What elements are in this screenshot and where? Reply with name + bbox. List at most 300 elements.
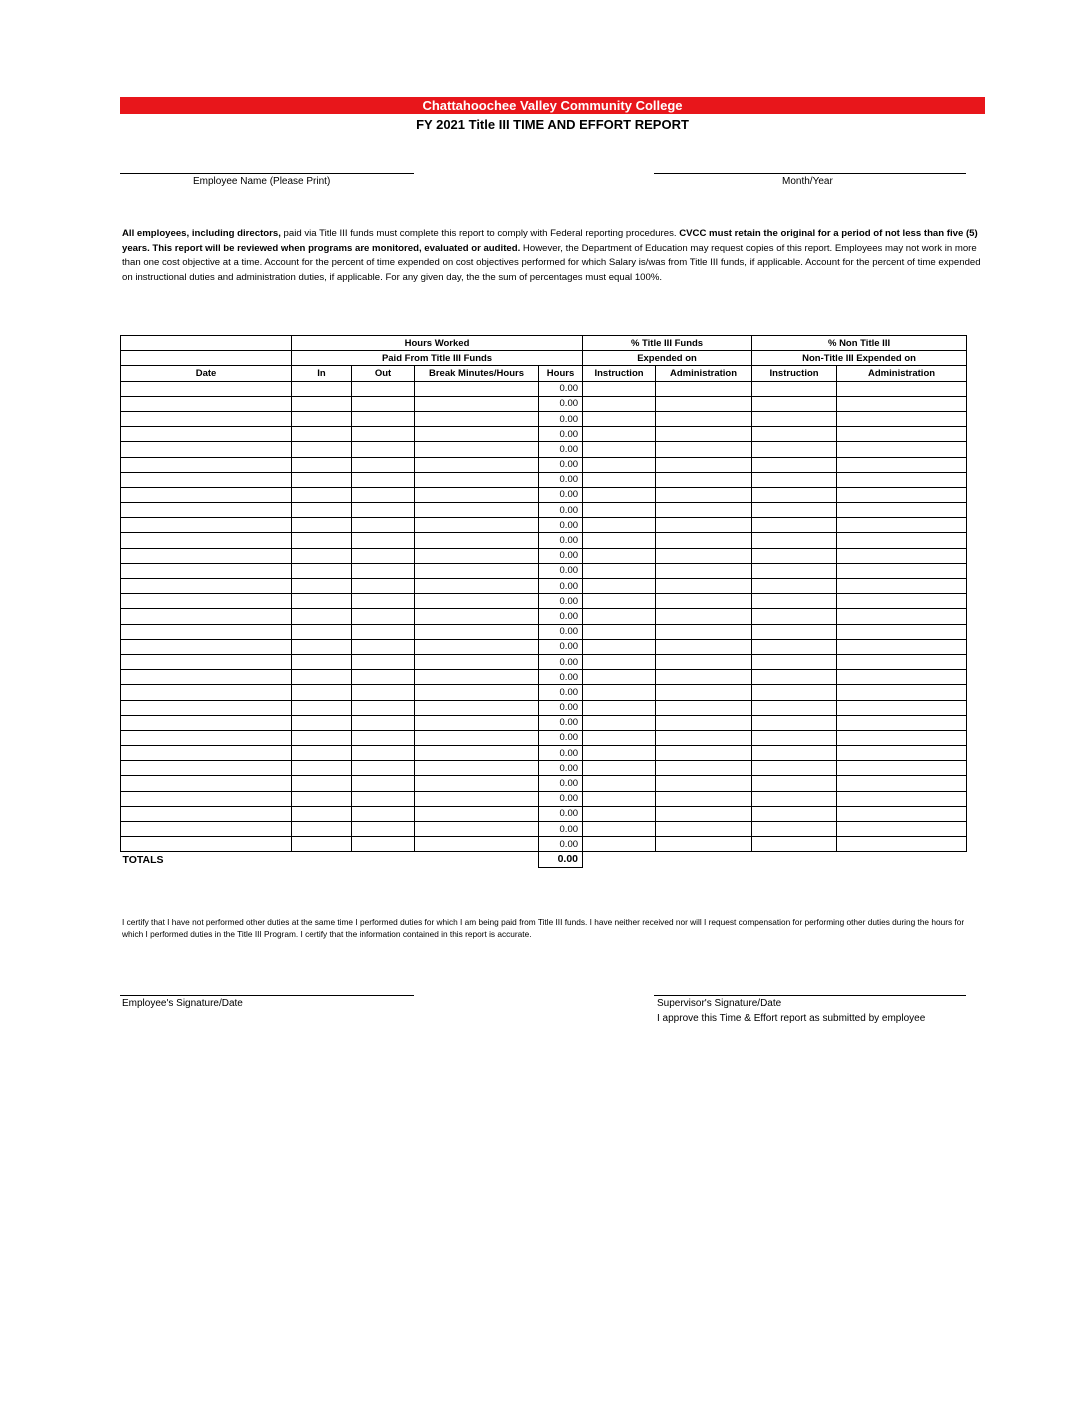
out-cell[interactable] bbox=[352, 639, 415, 654]
table-row bbox=[121, 624, 967, 639]
hours-cell: 0.00 bbox=[539, 579, 583, 594]
date-cell[interactable] bbox=[121, 715, 292, 730]
non-title3-instruction-cell[interactable] bbox=[752, 609, 837, 624]
non-title3-administration-cell[interactable] bbox=[837, 730, 967, 745]
date-cell[interactable] bbox=[121, 381, 292, 396]
column-header-break: Break Minutes/Hours bbox=[415, 366, 539, 381]
column-header-hours: Hours bbox=[539, 366, 583, 381]
instructions-paragraph bbox=[122, 227, 984, 285]
employee-name-field[interactable] bbox=[120, 173, 414, 174]
table-row bbox=[121, 791, 967, 806]
non-title3-instruction-cell[interactable] bbox=[752, 563, 837, 578]
hours-cell: 0.00 bbox=[539, 457, 583, 472]
title3-instruction-cell[interactable] bbox=[583, 487, 656, 502]
non-title3-administration-cell[interactable] bbox=[837, 563, 967, 578]
title3-instruction-cell[interactable] bbox=[583, 730, 656, 745]
hours-cell: 0.00 bbox=[539, 396, 583, 411]
out-cell[interactable] bbox=[352, 381, 415, 396]
non-title3-instruction-cell[interactable] bbox=[752, 685, 837, 700]
out-cell[interactable] bbox=[352, 594, 415, 609]
title3-administration-cell[interactable] bbox=[656, 639, 752, 654]
title3-administration-cell[interactable] bbox=[656, 730, 752, 745]
in-cell[interactable] bbox=[292, 730, 352, 745]
title3-instruction-cell[interactable] bbox=[583, 791, 656, 806]
in-cell[interactable] bbox=[292, 700, 352, 715]
title3-instruction-cell[interactable] bbox=[583, 548, 656, 563]
employee-signature-field[interactable] bbox=[120, 995, 414, 996]
in-cell[interactable] bbox=[292, 639, 352, 654]
title3-instruction-cell[interactable] bbox=[583, 594, 656, 609]
non-title3-administration-cell[interactable] bbox=[837, 411, 967, 426]
non-title3-administration-cell[interactable] bbox=[837, 487, 967, 502]
title3-administration-cell[interactable] bbox=[656, 791, 752, 806]
non-title3-instruction-cell[interactable] bbox=[752, 806, 837, 821]
out-cell[interactable] bbox=[352, 685, 415, 700]
date-cell[interactable] bbox=[121, 518, 292, 533]
pct-non-title3-header: % Non Title III bbox=[752, 336, 967, 351]
break-cell[interactable] bbox=[415, 806, 539, 821]
non-title3-instruction-cell[interactable] bbox=[752, 639, 837, 654]
title3-administration-cell[interactable] bbox=[656, 579, 752, 594]
date-cell[interactable] bbox=[121, 503, 292, 518]
date-cell[interactable] bbox=[121, 579, 292, 594]
hours-cell: 0.00 bbox=[539, 624, 583, 639]
title3-administration-cell[interactable] bbox=[656, 609, 752, 624]
break-cell[interactable] bbox=[415, 624, 539, 639]
expended-on-header: Expended on bbox=[583, 351, 752, 366]
table-row bbox=[121, 715, 967, 730]
date-cell[interactable] bbox=[121, 761, 292, 776]
title3-administration-cell[interactable] bbox=[656, 472, 752, 487]
title3-instruction-cell[interactable] bbox=[583, 654, 656, 669]
in-cell[interactable] bbox=[292, 396, 352, 411]
in-cell[interactable] bbox=[292, 487, 352, 502]
in-cell[interactable] bbox=[292, 503, 352, 518]
in-cell[interactable] bbox=[292, 457, 352, 472]
month-year-field[interactable] bbox=[654, 173, 966, 174]
out-cell[interactable] bbox=[352, 761, 415, 776]
hours-cell: 0.00 bbox=[539, 776, 583, 791]
title3-instruction-cell[interactable] bbox=[583, 806, 656, 821]
out-cell[interactable] bbox=[352, 746, 415, 761]
non-title3-administration-cell[interactable] bbox=[837, 457, 967, 472]
non-title3-instruction-cell[interactable] bbox=[752, 624, 837, 639]
hours-cell: 0.00 bbox=[539, 503, 583, 518]
date-cell[interactable] bbox=[121, 457, 292, 472]
out-cell[interactable] bbox=[352, 533, 415, 548]
break-cell[interactable] bbox=[415, 730, 539, 745]
title3-instruction-cell[interactable] bbox=[583, 503, 656, 518]
break-cell[interactable] bbox=[415, 503, 539, 518]
hours-worked-header: Hours Worked bbox=[292, 336, 583, 351]
column-header-non-title3-instruction: Instruction bbox=[752, 366, 837, 381]
title3-instruction-cell[interactable] bbox=[583, 700, 656, 715]
out-cell[interactable] bbox=[352, 837, 415, 852]
in-cell[interactable] bbox=[292, 518, 352, 533]
break-cell[interactable] bbox=[415, 791, 539, 806]
break-cell[interactable] bbox=[415, 548, 539, 563]
date-cell[interactable] bbox=[121, 685, 292, 700]
break-cell[interactable] bbox=[415, 594, 539, 609]
break-cell[interactable] bbox=[415, 472, 539, 487]
non-title3-instruction-cell[interactable] bbox=[752, 715, 837, 730]
title3-administration-cell[interactable] bbox=[656, 503, 752, 518]
date-cell[interactable] bbox=[121, 487, 292, 502]
out-cell[interactable] bbox=[352, 654, 415, 669]
break-cell[interactable] bbox=[415, 381, 539, 396]
in-cell[interactable] bbox=[292, 806, 352, 821]
non-title3-instruction-cell[interactable] bbox=[752, 411, 837, 426]
title3-administration-cell[interactable] bbox=[656, 806, 752, 821]
non-title3-administration-cell[interactable] bbox=[837, 700, 967, 715]
title3-administration-cell[interactable] bbox=[656, 594, 752, 609]
blank-header bbox=[121, 351, 292, 366]
non-title3-instruction-cell[interactable] bbox=[752, 776, 837, 791]
date-cell[interactable] bbox=[121, 472, 292, 487]
title3-administration-cell[interactable] bbox=[656, 427, 752, 442]
out-cell[interactable] bbox=[352, 822, 415, 837]
column-header-date: Date bbox=[121, 366, 292, 381]
title3-administration-cell[interactable] bbox=[656, 457, 752, 472]
non-title3-instruction-cell[interactable] bbox=[752, 427, 837, 442]
table-row bbox=[121, 654, 967, 669]
out-cell[interactable] bbox=[352, 791, 415, 806]
break-cell[interactable] bbox=[415, 700, 539, 715]
hours-cell: 0.00 bbox=[539, 548, 583, 563]
table-row bbox=[121, 746, 967, 761]
date-cell[interactable] bbox=[121, 822, 292, 837]
title3-administration-cell[interactable] bbox=[656, 533, 752, 548]
date-cell[interactable] bbox=[121, 563, 292, 578]
totals-label: TOTALS bbox=[122, 853, 164, 866]
supervisor-signature-field[interactable] bbox=[654, 995, 966, 996]
in-cell[interactable] bbox=[292, 381, 352, 396]
out-cell[interactable] bbox=[352, 563, 415, 578]
out-cell[interactable] bbox=[352, 670, 415, 685]
non-title3-instruction-cell[interactable] bbox=[752, 442, 837, 457]
title3-administration-cell[interactable] bbox=[656, 396, 752, 411]
paid-from-header: Paid From Title III Funds bbox=[292, 351, 583, 366]
in-cell[interactable] bbox=[292, 563, 352, 578]
title3-instruction-cell[interactable] bbox=[583, 609, 656, 624]
non-title3-instruction-cell[interactable] bbox=[752, 837, 837, 852]
non-title3-instruction-cell[interactable] bbox=[752, 822, 837, 837]
non-title3-administration-cell[interactable] bbox=[837, 761, 967, 776]
date-cell[interactable] bbox=[121, 594, 292, 609]
non-title3-instruction-cell[interactable] bbox=[752, 791, 837, 806]
break-cell[interactable] bbox=[415, 746, 539, 761]
date-cell[interactable] bbox=[121, 837, 292, 852]
non-title3-administration-cell[interactable] bbox=[837, 472, 967, 487]
break-cell[interactable] bbox=[415, 487, 539, 502]
title3-instruction-cell[interactable] bbox=[583, 396, 656, 411]
non-title3-instruction-cell[interactable] bbox=[752, 746, 837, 761]
title3-instruction-cell[interactable] bbox=[583, 442, 656, 457]
non-title3-instruction-cell[interactable] bbox=[752, 381, 837, 396]
title3-administration-cell[interactable] bbox=[656, 487, 752, 502]
out-cell[interactable] bbox=[352, 700, 415, 715]
date-cell[interactable] bbox=[121, 533, 292, 548]
in-cell[interactable] bbox=[292, 746, 352, 761]
in-cell[interactable] bbox=[292, 776, 352, 791]
in-cell[interactable] bbox=[292, 624, 352, 639]
in-cell[interactable] bbox=[292, 548, 352, 563]
supervisor-approval-note: I approve this Time & Effort report as submitted by employee bbox=[657, 1013, 926, 1024]
title3-instruction-cell[interactable] bbox=[583, 518, 656, 533]
title3-administration-cell[interactable] bbox=[656, 518, 752, 533]
title3-instruction-cell[interactable] bbox=[583, 472, 656, 487]
break-cell[interactable] bbox=[415, 411, 539, 426]
break-cell[interactable] bbox=[415, 685, 539, 700]
break-cell[interactable] bbox=[415, 518, 539, 533]
date-cell[interactable] bbox=[121, 806, 292, 821]
break-cell[interactable] bbox=[415, 654, 539, 669]
non-title3-administration-cell[interactable] bbox=[837, 670, 967, 685]
date-cell[interactable] bbox=[121, 411, 292, 426]
title3-instruction-cell[interactable] bbox=[583, 639, 656, 654]
table-row bbox=[121, 609, 967, 624]
non-title3-administration-cell[interactable] bbox=[837, 579, 967, 594]
in-cell[interactable] bbox=[292, 427, 352, 442]
title3-administration-cell[interactable] bbox=[656, 654, 752, 669]
non-title3-administration-cell[interactable] bbox=[837, 503, 967, 518]
break-cell[interactable] bbox=[415, 396, 539, 411]
non-title3-instruction-cell[interactable] bbox=[752, 594, 837, 609]
out-cell[interactable] bbox=[352, 609, 415, 624]
title3-administration-cell[interactable] bbox=[656, 746, 752, 761]
date-cell[interactable] bbox=[121, 791, 292, 806]
non-title3-administration-cell[interactable] bbox=[837, 594, 967, 609]
table-row bbox=[121, 700, 967, 715]
non-title3-instruction-cell[interactable] bbox=[752, 654, 837, 669]
column-header-title3-administration: Administration bbox=[656, 366, 752, 381]
table-row bbox=[121, 761, 967, 776]
non-title3-administration-cell[interactable] bbox=[837, 381, 967, 396]
title3-administration-cell[interactable] bbox=[656, 685, 752, 700]
non-title3-administration-cell[interactable] bbox=[837, 746, 967, 761]
in-cell[interactable] bbox=[292, 822, 352, 837]
out-cell[interactable] bbox=[352, 503, 415, 518]
in-cell[interactable] bbox=[292, 761, 352, 776]
non-title3-administration-cell[interactable] bbox=[837, 806, 967, 821]
out-cell[interactable] bbox=[352, 548, 415, 563]
month-year-label: Month/Year bbox=[782, 176, 833, 187]
date-cell[interactable] bbox=[121, 670, 292, 685]
in-cell[interactable] bbox=[292, 533, 352, 548]
non-title3-instruction-cell[interactable] bbox=[752, 533, 837, 548]
date-cell[interactable] bbox=[121, 427, 292, 442]
break-cell[interactable] bbox=[415, 715, 539, 730]
employee-name-label: Employee Name (Please Print) bbox=[193, 176, 331, 187]
non-title3-administration-cell[interactable] bbox=[837, 791, 967, 806]
non-title3-administration-cell[interactable] bbox=[837, 837, 967, 852]
date-cell[interactable] bbox=[121, 654, 292, 669]
non-title3-administration-cell[interactable] bbox=[837, 639, 967, 654]
break-cell[interactable] bbox=[415, 457, 539, 472]
in-cell[interactable] bbox=[292, 411, 352, 426]
non-title3-administration-cell[interactable] bbox=[837, 715, 967, 730]
in-cell[interactable] bbox=[292, 594, 352, 609]
out-cell[interactable] bbox=[352, 427, 415, 442]
title3-administration-cell[interactable] bbox=[656, 563, 752, 578]
non-title3-administration-cell[interactable] bbox=[837, 776, 967, 791]
date-cell[interactable] bbox=[121, 548, 292, 563]
hours-cell: 0.00 bbox=[539, 746, 583, 761]
title3-instruction-cell[interactable] bbox=[583, 715, 656, 730]
title3-administration-cell[interactable] bbox=[656, 442, 752, 457]
non-title3-instruction-cell[interactable] bbox=[752, 487, 837, 502]
in-cell[interactable] bbox=[292, 442, 352, 457]
title3-administration-cell[interactable] bbox=[656, 624, 752, 639]
non-title3-administration-cell[interactable] bbox=[837, 548, 967, 563]
title3-instruction-cell[interactable] bbox=[583, 579, 656, 594]
break-cell[interactable] bbox=[415, 533, 539, 548]
date-cell[interactable] bbox=[121, 700, 292, 715]
title3-instruction-cell[interactable] bbox=[583, 776, 656, 791]
title3-instruction-cell[interactable] bbox=[583, 381, 656, 396]
title3-administration-cell[interactable] bbox=[656, 381, 752, 396]
title3-instruction-cell[interactable] bbox=[583, 822, 656, 837]
out-cell[interactable] bbox=[352, 579, 415, 594]
date-cell[interactable] bbox=[121, 624, 292, 639]
title3-instruction-cell[interactable] bbox=[583, 761, 656, 776]
break-cell[interactable] bbox=[415, 670, 539, 685]
non-title3-administration-cell[interactable] bbox=[837, 609, 967, 624]
date-cell[interactable] bbox=[121, 776, 292, 791]
title3-administration-cell[interactable] bbox=[656, 837, 752, 852]
non-title3-instruction-cell[interactable] bbox=[752, 579, 837, 594]
non-title3-administration-cell[interactable] bbox=[837, 427, 967, 442]
table-row bbox=[121, 822, 967, 837]
title3-instruction-cell[interactable] bbox=[583, 533, 656, 548]
break-cell[interactable] bbox=[415, 609, 539, 624]
title3-administration-cell[interactable] bbox=[656, 548, 752, 563]
out-cell[interactable] bbox=[352, 624, 415, 639]
out-cell[interactable] bbox=[352, 730, 415, 745]
in-cell[interactable] bbox=[292, 685, 352, 700]
out-cell[interactable] bbox=[352, 715, 415, 730]
title3-administration-cell[interactable] bbox=[656, 411, 752, 426]
non-title3-administration-cell[interactable] bbox=[837, 533, 967, 548]
title3-instruction-cell[interactable] bbox=[583, 624, 656, 639]
title3-instruction-cell[interactable] bbox=[583, 670, 656, 685]
title3-instruction-cell[interactable] bbox=[583, 685, 656, 700]
employee-signature-label: Employee's Signature/Date bbox=[122, 998, 243, 1009]
out-cell[interactable] bbox=[352, 806, 415, 821]
title3-administration-cell[interactable] bbox=[656, 776, 752, 791]
in-cell[interactable] bbox=[292, 654, 352, 669]
out-cell[interactable] bbox=[352, 487, 415, 502]
non-title3-instruction-cell[interactable] bbox=[752, 730, 837, 745]
date-cell[interactable] bbox=[121, 746, 292, 761]
date-cell[interactable] bbox=[121, 396, 292, 411]
in-cell[interactable] bbox=[292, 791, 352, 806]
table-row bbox=[121, 563, 967, 578]
title3-instruction-cell[interactable] bbox=[583, 746, 656, 761]
in-cell[interactable] bbox=[292, 472, 352, 487]
hours-cell: 0.00 bbox=[539, 700, 583, 715]
non-title3-instruction-cell[interactable] bbox=[752, 670, 837, 685]
non-expended-on-header: Non-Title III Expended on bbox=[752, 351, 967, 366]
non-title3-administration-cell[interactable] bbox=[837, 654, 967, 669]
title3-administration-cell[interactable] bbox=[656, 761, 752, 776]
non-title3-instruction-cell[interactable] bbox=[752, 396, 837, 411]
non-title3-administration-cell[interactable] bbox=[837, 518, 967, 533]
title3-administration-cell[interactable] bbox=[656, 700, 752, 715]
title3-instruction-cell[interactable] bbox=[583, 427, 656, 442]
non-title3-instruction-cell[interactable] bbox=[752, 700, 837, 715]
non-title3-administration-cell[interactable] bbox=[837, 685, 967, 700]
column-header-non-title3-administration: Administration bbox=[837, 366, 967, 381]
non-title3-instruction-cell[interactable] bbox=[752, 518, 837, 533]
out-cell[interactable] bbox=[352, 457, 415, 472]
break-cell[interactable] bbox=[415, 837, 539, 852]
non-title3-instruction-cell[interactable] bbox=[752, 761, 837, 776]
table-row bbox=[121, 396, 967, 411]
hours-cell: 0.00 bbox=[539, 715, 583, 730]
break-cell[interactable] bbox=[415, 761, 539, 776]
table-row bbox=[121, 579, 967, 594]
non-title3-instruction-cell[interactable] bbox=[752, 503, 837, 518]
out-cell[interactable] bbox=[352, 776, 415, 791]
break-cell[interactable] bbox=[415, 442, 539, 457]
break-cell[interactable] bbox=[415, 639, 539, 654]
title3-administration-cell[interactable] bbox=[656, 670, 752, 685]
in-cell[interactable] bbox=[292, 609, 352, 624]
non-title3-administration-cell[interactable] bbox=[837, 442, 967, 457]
title3-administration-cell[interactable] bbox=[656, 822, 752, 837]
table-row bbox=[121, 442, 967, 457]
break-cell[interactable] bbox=[415, 563, 539, 578]
in-cell[interactable] bbox=[292, 670, 352, 685]
break-cell[interactable] bbox=[415, 579, 539, 594]
hours-cell: 0.00 bbox=[539, 594, 583, 609]
title3-instruction-cell[interactable] bbox=[583, 411, 656, 426]
in-cell[interactable] bbox=[292, 837, 352, 852]
title3-administration-cell[interactable] bbox=[656, 715, 752, 730]
blank-header bbox=[121, 336, 292, 351]
break-cell[interactable] bbox=[415, 822, 539, 837]
out-cell[interactable] bbox=[352, 411, 415, 426]
non-title3-instruction-cell[interactable] bbox=[752, 548, 837, 563]
non-title3-administration-cell[interactable] bbox=[837, 396, 967, 411]
date-cell[interactable] bbox=[121, 442, 292, 457]
date-cell[interactable] bbox=[121, 639, 292, 654]
non-title3-instruction-cell[interactable] bbox=[752, 457, 837, 472]
hours-cell: 0.00 bbox=[539, 685, 583, 700]
non-title3-instruction-cell[interactable] bbox=[752, 472, 837, 487]
in-cell[interactable] bbox=[292, 715, 352, 730]
out-cell[interactable] bbox=[352, 396, 415, 411]
date-cell[interactable] bbox=[121, 730, 292, 745]
hours-cell: 0.00 bbox=[539, 427, 583, 442]
title3-instruction-cell[interactable] bbox=[583, 837, 656, 852]
non-title3-administration-cell[interactable] bbox=[837, 822, 967, 837]
title3-instruction-cell[interactable] bbox=[583, 457, 656, 472]
out-cell[interactable] bbox=[352, 472, 415, 487]
out-cell[interactable] bbox=[352, 442, 415, 457]
break-cell[interactable] bbox=[415, 427, 539, 442]
in-cell[interactable] bbox=[292, 579, 352, 594]
break-cell[interactable] bbox=[415, 776, 539, 791]
title3-instruction-cell[interactable] bbox=[583, 563, 656, 578]
hours-cell: 0.00 bbox=[539, 837, 583, 852]
out-cell[interactable] bbox=[352, 518, 415, 533]
table-row bbox=[121, 837, 967, 852]
hours-cell: 0.00 bbox=[539, 442, 583, 457]
non-title3-administration-cell[interactable] bbox=[837, 624, 967, 639]
date-cell[interactable] bbox=[121, 609, 292, 624]
